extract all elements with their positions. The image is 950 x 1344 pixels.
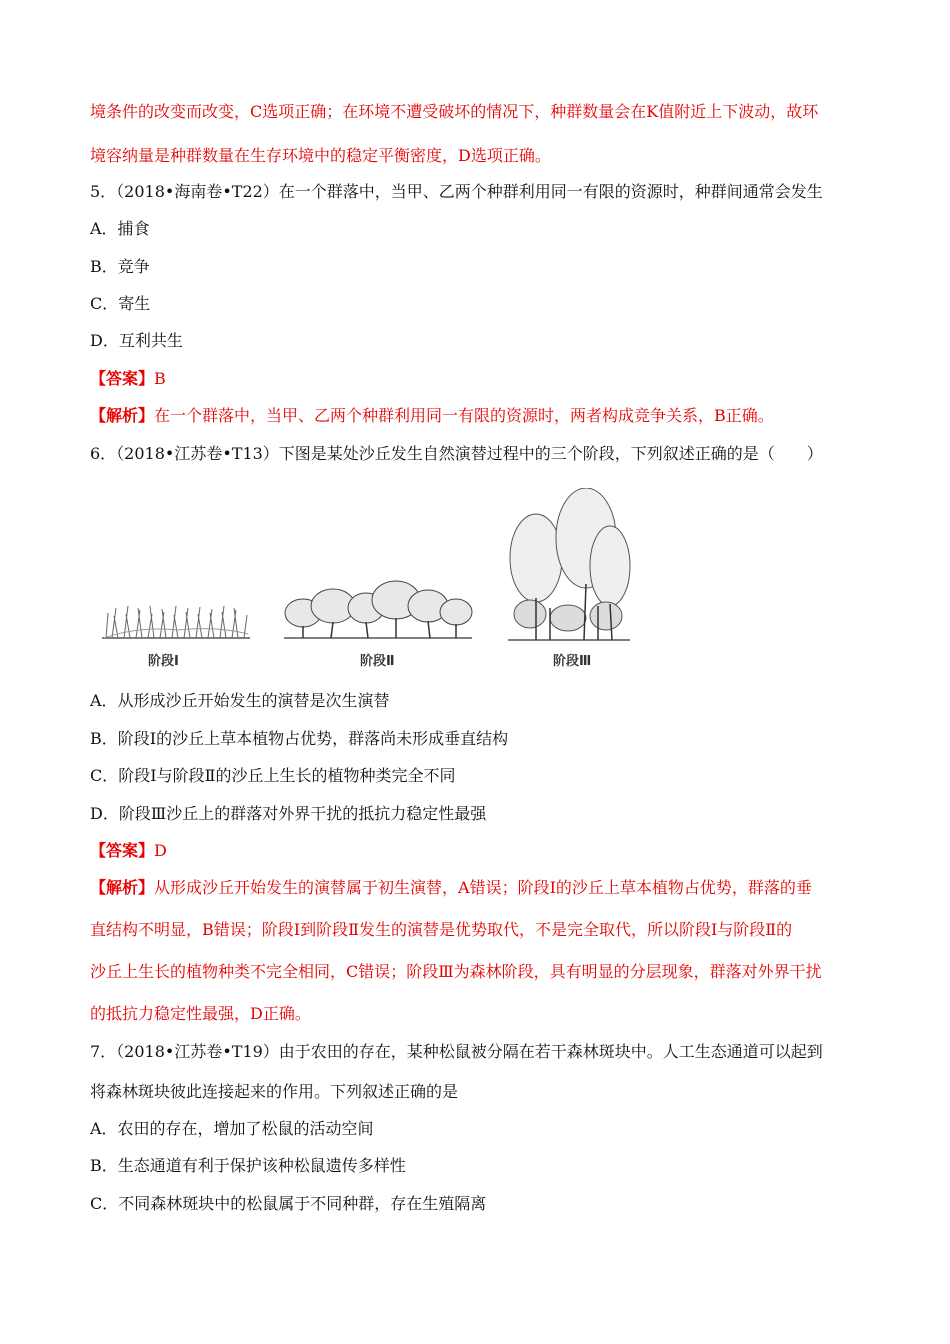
q6-analysis-line-3: 沙丘上生长的植物种类不完全相同，C错误；阶段Ⅲ为森林阶段，具有明显的分层现象，群落对外界干扰	[90, 962, 822, 981]
q5-option-b: B．竞争	[90, 257, 150, 276]
q6-option-a: A．从形成沙丘开始发生的演替是次生演替	[90, 691, 390, 710]
succession-illustration	[98, 488, 638, 673]
q5-stem: 5．（2018•海南卷•T22）在一个群落中，当甲、乙两个种群利用同一有限的资源时，种群间通常会发生	[90, 182, 823, 201]
q7-option-a: A．农田的存在，增加了松鼠的活动空间	[90, 1119, 374, 1138]
q6-answer-tag: 【答案】	[90, 841, 155, 860]
q6-analysis-tag: 【解析】	[90, 878, 155, 897]
q6-option-b: B．阶段Ⅰ的沙丘上草本植物占优势，群落尚未形成垂直结构	[90, 729, 509, 748]
q6-option-c: C．阶段Ⅰ与阶段Ⅱ的沙丘上生长的植物种类完全不同	[90, 766, 456, 785]
q5-answer-tag: 【答案】	[90, 369, 155, 388]
stage-1-grass-illustration	[102, 606, 250, 638]
q5-option-c: C．寄生	[90, 294, 151, 313]
q5-answer-value: B	[154, 369, 166, 388]
q5-analysis-tag: 【解析】	[90, 406, 155, 425]
q7-option-b: B．生态通道有利于保护该种松鼠遗传多样性	[90, 1156, 406, 1175]
q6-option-d: D．阶段Ⅲ沙丘上的群落对外界干扰的抵抗力稳定性最强	[90, 804, 487, 823]
q5-answer	[90, 368, 870, 390]
q7-stem-line-1: 7．（2018•江苏卷•T19）由于农田的存在，某种松鼠被分隔在若干森林斑块中。人工生态通道可以起到	[90, 1042, 823, 1061]
q6-answer	[90, 840, 870, 862]
explanation-continued-line-1: 境条件的改变而改变，C选项正确；在环境不遭受破坏的情况下，种群数量会在K值附近上下波动，故环	[90, 102, 819, 121]
stage-1-label: 阶段Ⅰ	[148, 654, 179, 669]
q7-stem-line-2: 将森林斑块彼此连接起来的作用。下列叙述正确的是	[90, 1082, 459, 1101]
q6-analysis-text-1: 从形成沙丘开始发生的演替属于初生演替，A错误；阶段Ⅰ的沙丘上草本植物占优势，群落的垂	[154, 878, 812, 897]
q6-analysis-line-1	[90, 877, 870, 899]
stage-2-label: 阶段Ⅱ	[360, 654, 395, 669]
succession-stages-figure	[98, 488, 638, 673]
q7-option-c: C．不同森林斑块中的松鼠属于不同种群，存在生殖隔离	[90, 1194, 487, 1213]
explanation-continued-line-2: 境容纳量是种群数量在生存环境中的稳定平衡密度，D选项正确。	[90, 146, 551, 165]
stage-3-forest-illustration	[508, 488, 630, 640]
q5-analysis	[90, 405, 870, 427]
q5-option-d: D．互利共生	[90, 331, 183, 350]
q6-stem: 6．（2018•江苏卷•T13）下图是某处沙丘发生自然演替过程中的三个阶段，下列叙述正确的是（ ）	[90, 444, 823, 463]
stage-2-shrubs-illustration	[284, 581, 472, 638]
q5-option-a: A．捕食	[90, 219, 150, 238]
q6-analysis-line-4: 的抵抗力稳定性最强，D正确。	[90, 1004, 311, 1023]
q5-analysis-text: 在一个群落中，当甲、乙两个种群利用同一有限的资源时，两者构成竞争关系，B正确。	[154, 406, 774, 425]
q6-analysis-line-2: 直结构不明显，B错误；阶段Ⅰ到阶段Ⅱ发生的演替是优势取代，不是完全取代，所以阶段Ⅰ与阶段Ⅱ的	[90, 920, 793, 939]
q6-answer-value: D	[154, 841, 167, 860]
stage-3-label: 阶段Ⅲ	[553, 654, 592, 669]
